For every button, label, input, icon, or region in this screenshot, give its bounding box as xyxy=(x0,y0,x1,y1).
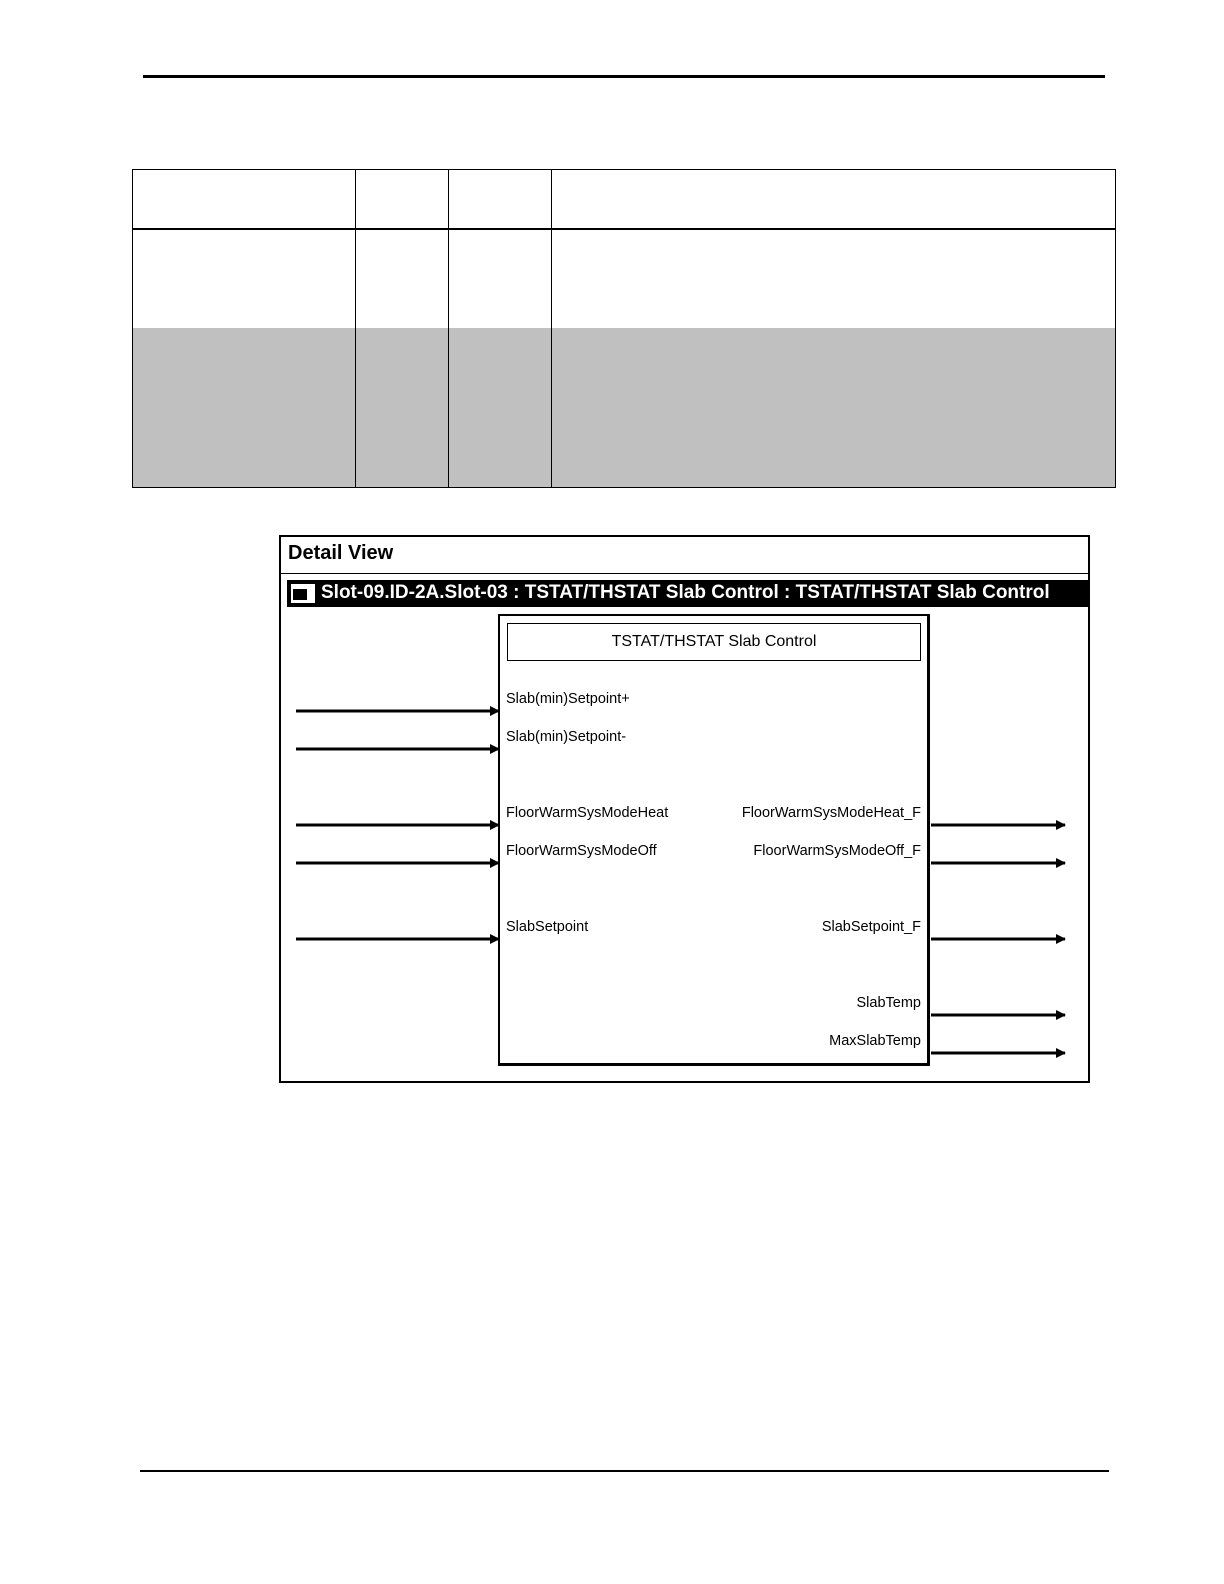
table-row-shaded xyxy=(133,328,1115,487)
table-column-divider xyxy=(551,170,552,487)
table-column-divider xyxy=(355,170,356,487)
output-port-label[interactable]: FloorWarmSysModeHeat_F xyxy=(741,805,921,821)
input-port-label[interactable]: FloorWarmSysModeOff xyxy=(506,843,657,859)
selected-object-path-bar[interactable] xyxy=(287,580,1090,607)
footer-rule xyxy=(140,1470,1109,1472)
output-port-label[interactable]: SlabSetpoint_F xyxy=(821,919,921,935)
input-port-label[interactable]: Slab(min)Setpoint+ xyxy=(506,691,630,707)
object-path-text: Slot-09.ID-2A.Slot-03 : TSTAT/THSTAT Slab Control : TSTAT/THSTAT Slab Control xyxy=(321,582,1050,603)
detail-view-title: Detail View xyxy=(288,542,394,564)
document-table xyxy=(132,169,1116,488)
input-port-label[interactable]: FloorWarmSysModeHeat xyxy=(506,805,669,821)
block-title xyxy=(507,623,921,661)
output-port-label[interactable]: FloorWarmSysModeOff_F xyxy=(753,843,921,859)
block-title-text: TSTAT/THSTAT Slab Control xyxy=(611,633,817,650)
title-separator xyxy=(281,573,1088,574)
table-row xyxy=(133,230,1115,328)
table-header-row xyxy=(133,170,1115,230)
detail-view-window[interactable] xyxy=(279,535,1090,1083)
header-rule xyxy=(143,75,1105,78)
output-port-label[interactable]: MaxSlabTemp xyxy=(829,1033,921,1049)
input-port-label[interactable]: Slab(min)Setpoint- xyxy=(506,729,627,745)
output-port-label[interactable]: SlabTemp xyxy=(856,995,921,1011)
function-block[interactable] xyxy=(498,614,930,1066)
module-icon xyxy=(291,584,315,603)
input-port-label[interactable]: SlabSetpoint xyxy=(506,919,589,935)
table-column-divider xyxy=(448,170,449,487)
